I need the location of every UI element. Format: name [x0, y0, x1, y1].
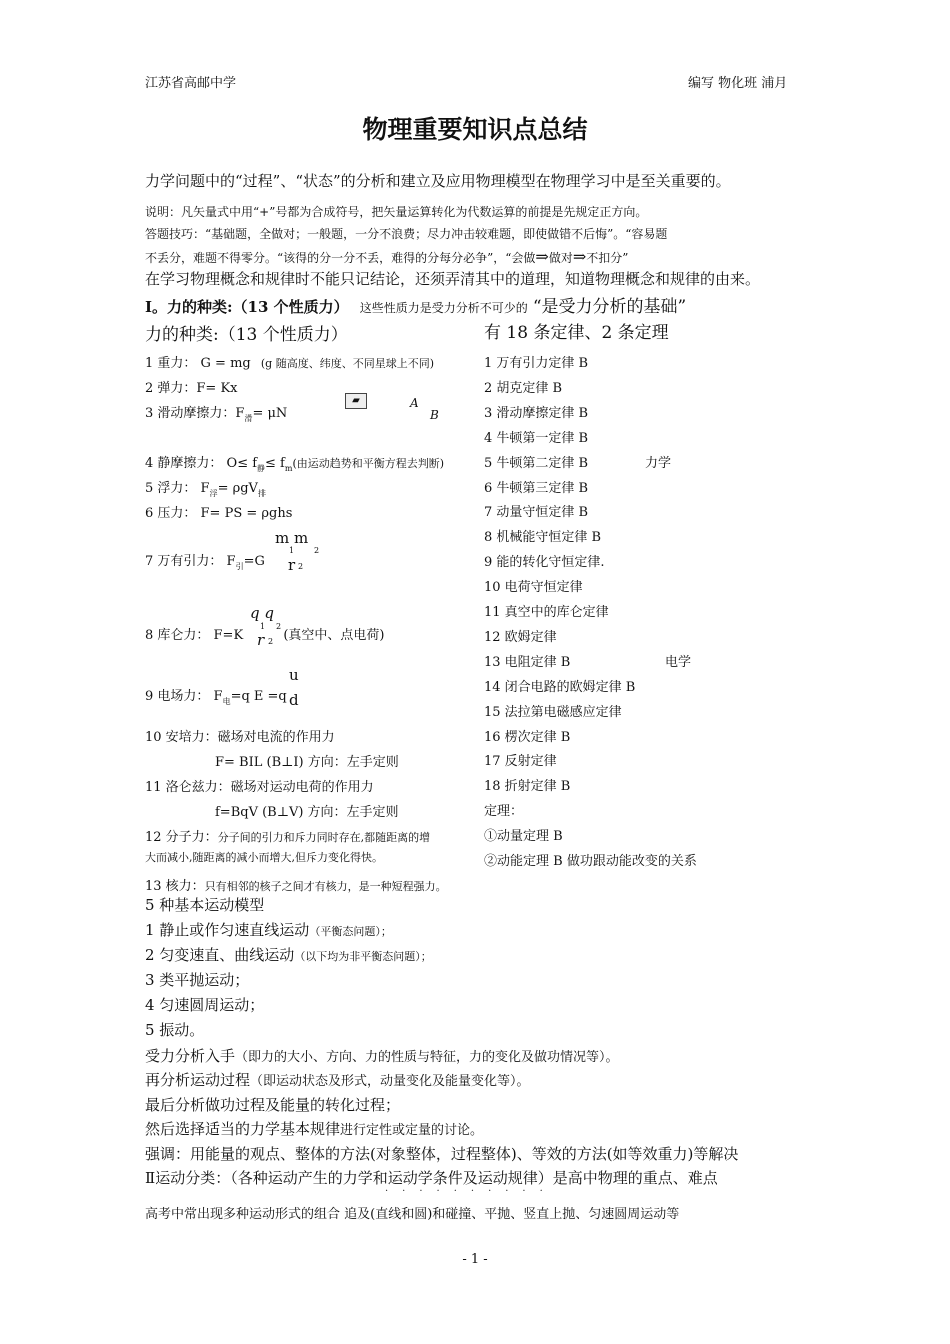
motion-model-2-note: （以下均为非平衡态问题）；	[294, 950, 432, 963]
header-author: 编写 物化班 浦月	[688, 76, 788, 91]
analysis-step-1-note: （即力的大小、方向、力的性质与特征，力的变化及做功情况等）。	[235, 1050, 619, 1065]
law-item: 7 动量守恒定律 B	[484, 505, 589, 521]
law-item: 14 闭合电路的欧姆定律 B	[484, 679, 636, 695]
intro-line-1: 力学问题中的“过程”、“状态”的分析和建立及应用物理模型在物理学习中是至关重要的。	[145, 172, 731, 190]
force-buoyancy	[145, 477, 266, 499]
intro-tips-2	[145, 247, 628, 266]
force-buoyancy-sub: 浮	[209, 489, 218, 498]
block-diagram-icon: ▰	[345, 393, 367, 409]
law-item: 10 电荷守恒定律	[484, 580, 583, 596]
force-ampere-formula: F= BIL (B⊥I) 方向：左手定则	[215, 755, 399, 770]
section-2-heading: Ⅱ运动分类：（各种运动产生的力学和运动学条件及运动规律）是高中物理的重点、难点	[145, 1169, 718, 1187]
analysis-step-1	[145, 1045, 619, 1066]
force-lorentz: 11 洛仑兹力：磁场对运动电荷的作用力	[145, 780, 374, 795]
force-coulomb-note: (真空中、点电荷)	[283, 628, 385, 643]
force-buoyancy-label: 5 浮力： F	[145, 481, 210, 496]
force-lorentz-formula: f=BqV (B⊥V) 方向：左手定则	[215, 805, 399, 820]
force-coulomb	[145, 624, 384, 643]
force-nuclear-desc: 只有相邻的核子之间才有核力，是一种短程强力。	[204, 880, 447, 893]
diagram-label-a: A	[410, 396, 419, 410]
gravitation-index-2: 2	[314, 546, 320, 555]
laws-group-mechanics: 力学	[645, 456, 672, 471]
force-gravity	[145, 352, 434, 371]
law-item: 12 欧姆定律	[484, 629, 557, 645]
force-static-formula: ≤ f	[265, 456, 285, 471]
law-item: 2 胡克定律 B	[484, 380, 563, 396]
coulomb-index-2: 2	[276, 622, 282, 631]
law-item: 6 牛顿第三定律 B	[484, 480, 589, 496]
law-item: 8 机械能守恒定律 B	[484, 530, 602, 546]
law-item: 4 牛顿第一定律 B	[484, 430, 589, 446]
law-item: 9 能的转化守恒定律.	[484, 555, 605, 571]
intro-tips-2c: 不扣分”	[586, 251, 629, 265]
coulomb-numerator: q q	[250, 604, 274, 622]
force-sliding-sub: 滑	[244, 414, 253, 423]
motion-model-1	[145, 919, 392, 940]
analysis-step-4	[145, 1118, 483, 1139]
intro-tips-2b: 做对	[548, 251, 573, 265]
emphasis-dots: ··········	[385, 1186, 557, 1197]
section-1-title: Ⅰ。力的种类:（13 个性质力）	[145, 298, 349, 316]
law-item: 16 楞次定律 B	[484, 729, 571, 745]
motion-model-2	[145, 944, 432, 965]
field-numerator: u	[289, 666, 299, 684]
gravitation-numerator: m m	[275, 529, 309, 547]
motion-model-4: 4 匀速圆周运动；	[145, 996, 265, 1014]
force-coulomb-label: 8 库仑力： F=K	[145, 628, 244, 643]
laws-heading: 有 18 条定律、2 条定理	[484, 323, 669, 343]
force-electric-label: 9 电场力： F	[145, 689, 223, 704]
page-title: 物理重要知识点总结	[362, 115, 588, 144]
force-gravitation-formula: =G	[243, 554, 265, 569]
analysis-step-2	[145, 1069, 530, 1090]
motion-model-1-text: 1 静止或作匀速直线运动	[145, 921, 310, 939]
analysis-emphasis: 强调：用能量的观点、整体的方法(对象整体，过程整体)、等效的方法(如等效重力)等解决	[145, 1145, 739, 1163]
law-item: ①动量定理 B	[484, 829, 563, 845]
force-pressure: 6 压力： F= PS = ρghs	[145, 506, 293, 521]
analysis-step-2-text: 再分析运动过程	[145, 1071, 251, 1089]
law-item: 15 法拉第电磁感应定律	[484, 704, 622, 720]
diagram-label-b: B	[430, 408, 439, 422]
law-item: 定理：	[484, 804, 524, 820]
motion-model-5: 5 振动。	[145, 1021, 205, 1039]
force-sliding-formula: = μN	[252, 406, 288, 421]
motion-heading: 5 种基本运动模型	[145, 896, 265, 914]
exam-note: 高考中常出现多种运动形式的组合 追及(直线和圆)和碰撞、平抛、竖直上抛、匀速圆周运动等	[145, 1207, 680, 1222]
implies-arrow-icon: ⇒	[535, 247, 549, 266]
force-molecular-desc-2: 大而减小,随距离的减小而增大,但斥力变化得快。	[145, 851, 383, 864]
law-item: 11 真空中的库仑定律	[484, 605, 609, 620]
law-item: 1 万有引力定律 B	[484, 356, 589, 371]
force-nuclear	[145, 875, 447, 894]
force-static-sub-m: m	[284, 464, 293, 473]
force-buoyancy-sub2: 排	[257, 489, 266, 498]
force-electric-formula: =q E =q	[230, 689, 287, 704]
analysis-step-4-text: 然后选择适当的力学基本规律	[145, 1120, 341, 1138]
law-item: 18 折射定律 B	[484, 779, 571, 795]
motion-model-1-note: （平衡态问题）；	[309, 925, 392, 938]
force-static-sub: 静	[257, 464, 266, 473]
force-molecular-desc: 分子间的引力和斥力同时存在,都随距离的增	[217, 831, 431, 844]
coulomb-index-1: 1	[260, 622, 266, 631]
section-1-heading	[145, 292, 686, 317]
coulomb-denominator: r	[257, 631, 265, 649]
force-buoyancy-formula: = ρgV	[217, 481, 258, 496]
force-static-note: (由运动趋势和平衡方程去判断)	[292, 457, 445, 470]
motion-model-2-text: 2 匀变速直、曲线运动	[145, 946, 295, 964]
implies-arrow-icon: ⇒	[572, 247, 587, 266]
force-elastic: 2 弹力：F= Kx	[145, 381, 238, 396]
force-nuclear-label: 13 核力：	[145, 879, 205, 894]
gravitation-denominator: r	[288, 556, 296, 574]
intro-tips-2a: 不丢分，难题不得零分。“该得的分一分不丢，难得的分每分必争”，“会做	[145, 251, 536, 265]
analysis-step-4-note: 进行定性或定量的讨论。	[340, 1123, 484, 1138]
force-static-friction	[145, 452, 444, 474]
analysis-step-3: 最后分析做功过程及能量的转化过程；	[145, 1096, 401, 1114]
force-gravitation	[145, 550, 265, 572]
gravitation-denominator-exp: 2	[298, 562, 304, 571]
force-molecular	[145, 826, 430, 845]
law-item: 5 牛顿第二定律 B	[484, 455, 589, 471]
force-static-label: 4 静摩擦力： O≤ f	[145, 456, 258, 471]
force-sliding-label: 3 滑动摩擦力：F	[145, 406, 245, 421]
laws-group-electricity: 电学	[665, 655, 692, 670]
analysis-step-2-note: （即运动状态及形式，动量变化及能量变化等）。	[250, 1074, 530, 1089]
analysis-step-1-text: 受力分析入手	[145, 1047, 236, 1065]
motion-model-3: 3 类平抛运动；	[145, 971, 250, 989]
force-molecular-label: 12 分子力：	[145, 830, 218, 845]
field-denominator: d	[289, 691, 299, 709]
law-item: 17 反射定律	[484, 754, 557, 770]
force-gravitation-sub: 引	[235, 562, 244, 571]
force-electric	[145, 685, 287, 707]
coulomb-denominator-exp: 2	[268, 637, 274, 646]
force-gravity-note: (g 随高度、纬度、不同星球上不同)	[260, 357, 434, 370]
intro-tips-1: 答题技巧：“基础题，全做对；一般题，一分不浪费；尽力冲击较难题，即使做错不后悔”。“容易题	[145, 227, 668, 241]
page-number: - 1 -	[462, 1252, 488, 1267]
header-school: 江苏省高邮中学	[145, 76, 237, 91]
intro-line-5: 在学习物理概念和规律时不能只记结论，还须弄清其中的道理，知道物理概念和规律的由来。	[145, 270, 761, 288]
section-1-note: 这些性质力是受力分析不可少的	[359, 301, 528, 315]
law-item: 13 电阻定律 B	[484, 654, 571, 670]
force-sliding-friction	[145, 402, 287, 424]
force-ampere: 10 安培力：磁场对电流的作用力	[145, 730, 335, 745]
law-item: 3 滑动摩擦定律 B	[484, 405, 589, 421]
force-gravity-formula: 1 重力： G = mg	[145, 356, 251, 371]
gravitation-index-1: 1	[289, 546, 295, 555]
force-gravitation-label: 7 万有引力： F	[145, 554, 236, 569]
force-electric-sub: 电	[222, 697, 231, 706]
section-1-emphasis: “是受力分析的基础”	[532, 297, 687, 317]
law-item: ②动能定理 B 做功跟动能改变的关系	[484, 854, 697, 869]
forces-heading: 力的种类:（13 个性质力）	[145, 325, 348, 345]
intro-note: 说明：凡矢量式中用“+”号都为合成符号，把矢量运算转化为代数运算的前提是先规定正方向。	[145, 205, 648, 219]
